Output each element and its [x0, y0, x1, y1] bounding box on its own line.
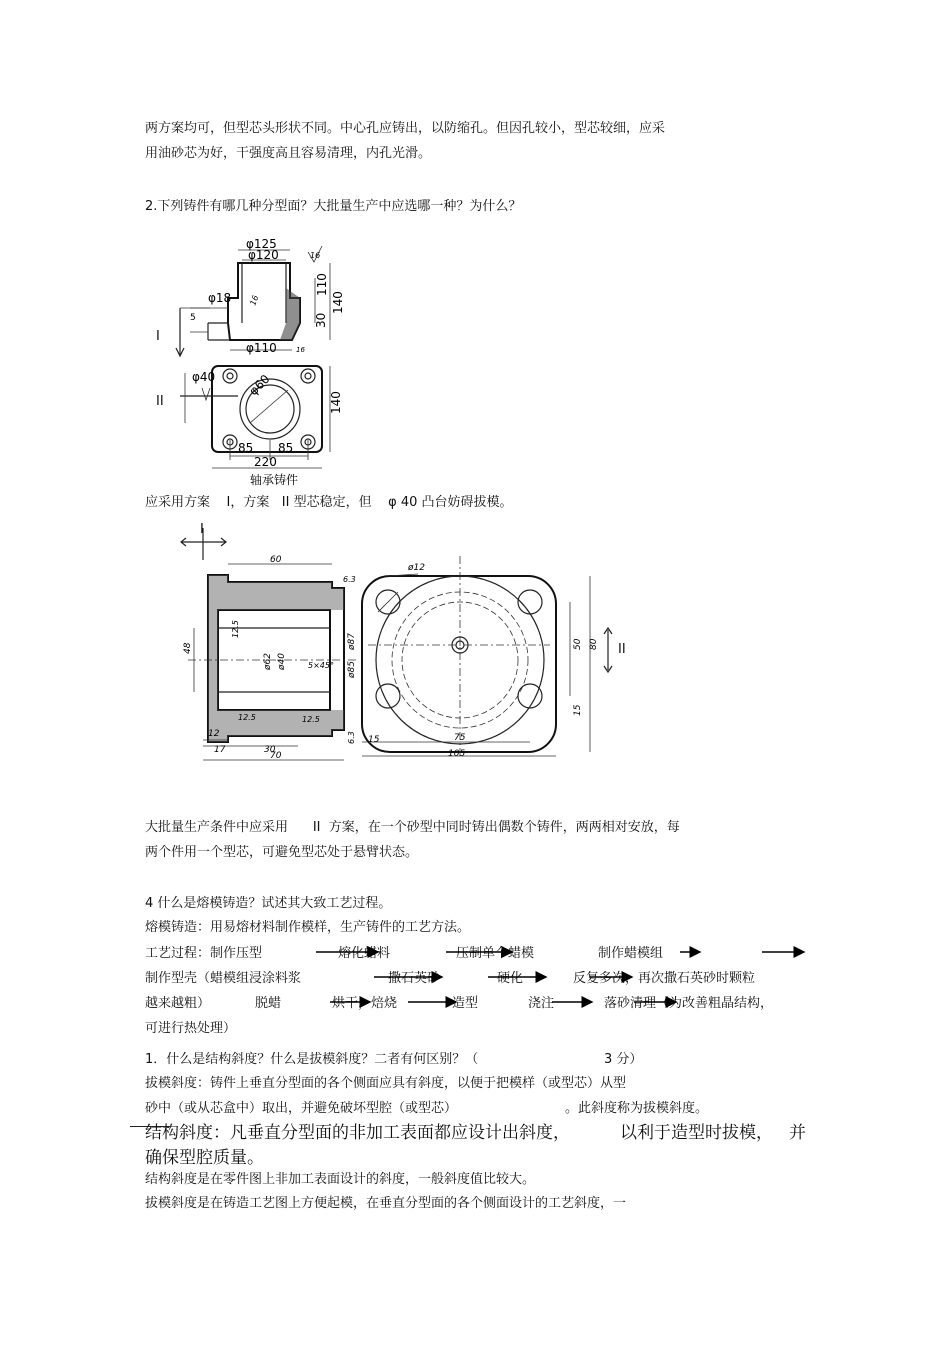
dim-30-110: 30: [314, 312, 328, 328]
roughness-mark: 16: [310, 251, 321, 260]
parting-label-II: II: [618, 642, 626, 657]
process-step: 越来越粗）: [145, 996, 211, 1011]
dim-220: 220: [254, 455, 277, 469]
parting-label-I: I: [200, 522, 204, 537]
answer-3-line: 大批量生产条件中应采用 II 方案，在一个砂型中同时铸出偶数个铸件，两两相对安放，每: [145, 820, 680, 835]
dim-d62: ø62: [263, 653, 273, 670]
dim-105: 105: [448, 749, 466, 759]
dim-50: 50: [573, 638, 583, 650]
dim-d125: φ125: [246, 237, 277, 251]
dim-chamfer: 5×45°: [308, 661, 334, 670]
roughness-mark: 12.5: [238, 713, 256, 722]
roughness-mark: 12.5: [302, 715, 320, 724]
process-step: 浇注: [528, 996, 555, 1011]
question-score: 3 分）: [604, 1052, 643, 1067]
answer-line-large: 结构斜度：凡垂直分型面的非加工表面都应设计出斜度，: [145, 1123, 570, 1143]
process-step: 制作型壳（蜡模组浸涂料浆: [145, 971, 302, 986]
paragraph-line: 两方案均可，但型芯头形状不同。中心孔应铸出，以防缩孔。但因孔较小，型芯较细，应采: [145, 121, 666, 136]
answer-line: 结构斜度是在零件图上非加工表面设计的斜度，一般斜度值比较大。: [145, 1172, 536, 1187]
dim-140: 140: [329, 391, 343, 414]
dim-d40: ø40: [277, 653, 287, 670]
parting-label-I: I: [156, 329, 160, 344]
dim-5: 5: [190, 313, 196, 323]
parting-label-II: II: [156, 394, 164, 409]
dim-80: 80: [589, 638, 599, 650]
question-2: 2.下列铸件有哪几种分型面？大批量生产中应选哪一种？为什么？: [145, 199, 522, 214]
dim-12: 12: [208, 729, 220, 739]
dim-48: 48: [183, 642, 193, 654]
dim-17: 17: [214, 745, 226, 755]
roughness-mark: 12.5: [231, 620, 240, 638]
process-step: 可进行热处理）: [145, 1021, 237, 1036]
dim-140: 140: [331, 291, 345, 314]
dim-70: 70: [270, 751, 282, 761]
answer-line-large: 确保型腔质量。: [145, 1148, 264, 1168]
process-step: 熔化蜡料: [338, 946, 391, 961]
answer-line: 砂中（或从芯盒中）取出，并避免破坏型腔（或型芯）: [145, 1101, 458, 1116]
process-arrows: [0, 940, 950, 1020]
process-step: 落砂清理（为改善粗晶结构，: [604, 996, 774, 1011]
answer-3-line: 两个件用一个型芯，可避免型芯处于悬臂状态。: [145, 845, 419, 860]
process-step: 造型: [452, 996, 479, 1011]
answer-line: 拔模斜度：铸件上垂直分型面的各个侧面应具有斜度，以便于把模样（或型芯）从型: [145, 1076, 627, 1091]
dim-85: 85: [238, 441, 254, 455]
question-1: 1．什么是结构斜度？什么是拔模斜度？二者有何区别？（: [145, 1052, 479, 1067]
answer-2: 应采用方案 I，方案 II 型芯稳定，但 φ 40 凸台妨碍拔模。: [145, 495, 513, 510]
flange-casting-figure: [178, 520, 808, 800]
dim-85: 85: [278, 441, 294, 455]
dim-d120: φ120: [248, 248, 279, 262]
answer-line-large: 以利于造型时拔模，: [620, 1123, 773, 1143]
paragraph-line: 用油砂芯为好，干强度高且容易清理，内孔光滑。: [145, 146, 432, 161]
process-step: 硬化: [497, 971, 524, 986]
process-step: 烘干，焙烧: [332, 996, 398, 1011]
dim-d40: φ40: [192, 370, 216, 384]
dim-d87: ø87: [347, 633, 357, 650]
answer-line: 拔模斜度是在铸造工艺图上方便起模，在垂直分型面的各个侧面设计的工艺斜度，一: [145, 1196, 627, 1211]
dim-d85: ø85: [347, 661, 357, 678]
dim-d60: φ60: [246, 371, 273, 399]
bearing-casting-figure: [150, 228, 360, 488]
dim-d18: φ18: [208, 291, 232, 305]
dim-d110: φ110: [246, 341, 277, 355]
process-step: 撒石英砂: [388, 971, 441, 986]
process-step: 压制单个蜡模: [456, 946, 535, 961]
roughness-mark: 6.3: [343, 575, 356, 584]
dim-15: 15: [368, 735, 380, 745]
roughness-mark: 16: [248, 294, 261, 307]
process-step: 反复多次，再次撒石英砂时颗粒: [573, 971, 756, 986]
process-step: 工艺过程：制作压型: [145, 946, 263, 961]
dim-30: 30: [264, 745, 276, 755]
dim-d12: ø12: [408, 563, 425, 573]
roughness-mark: 6.3: [347, 731, 356, 744]
roughness-mark: 16: [296, 346, 305, 354]
dim-60: 60: [270, 555, 282, 565]
definition: 熔模铸造：用易熔材料制作模样，生产铸件的工艺方法。: [145, 920, 471, 935]
process-step: 脱蜡: [255, 996, 282, 1011]
figure-caption: 轴承铸件: [250, 473, 299, 487]
question-4: 4 什么是熔模铸造？试述其大致工艺过程。: [145, 896, 392, 911]
dim-75: 75: [454, 733, 466, 743]
dim-110: 110: [315, 273, 329, 296]
answer-line: 。此斜度称为拔模斜度。: [565, 1101, 709, 1116]
dim-15: 15: [573, 704, 583, 716]
answer-line-large: 并: [789, 1123, 806, 1143]
process-step: 制作蜡模组: [598, 946, 664, 961]
